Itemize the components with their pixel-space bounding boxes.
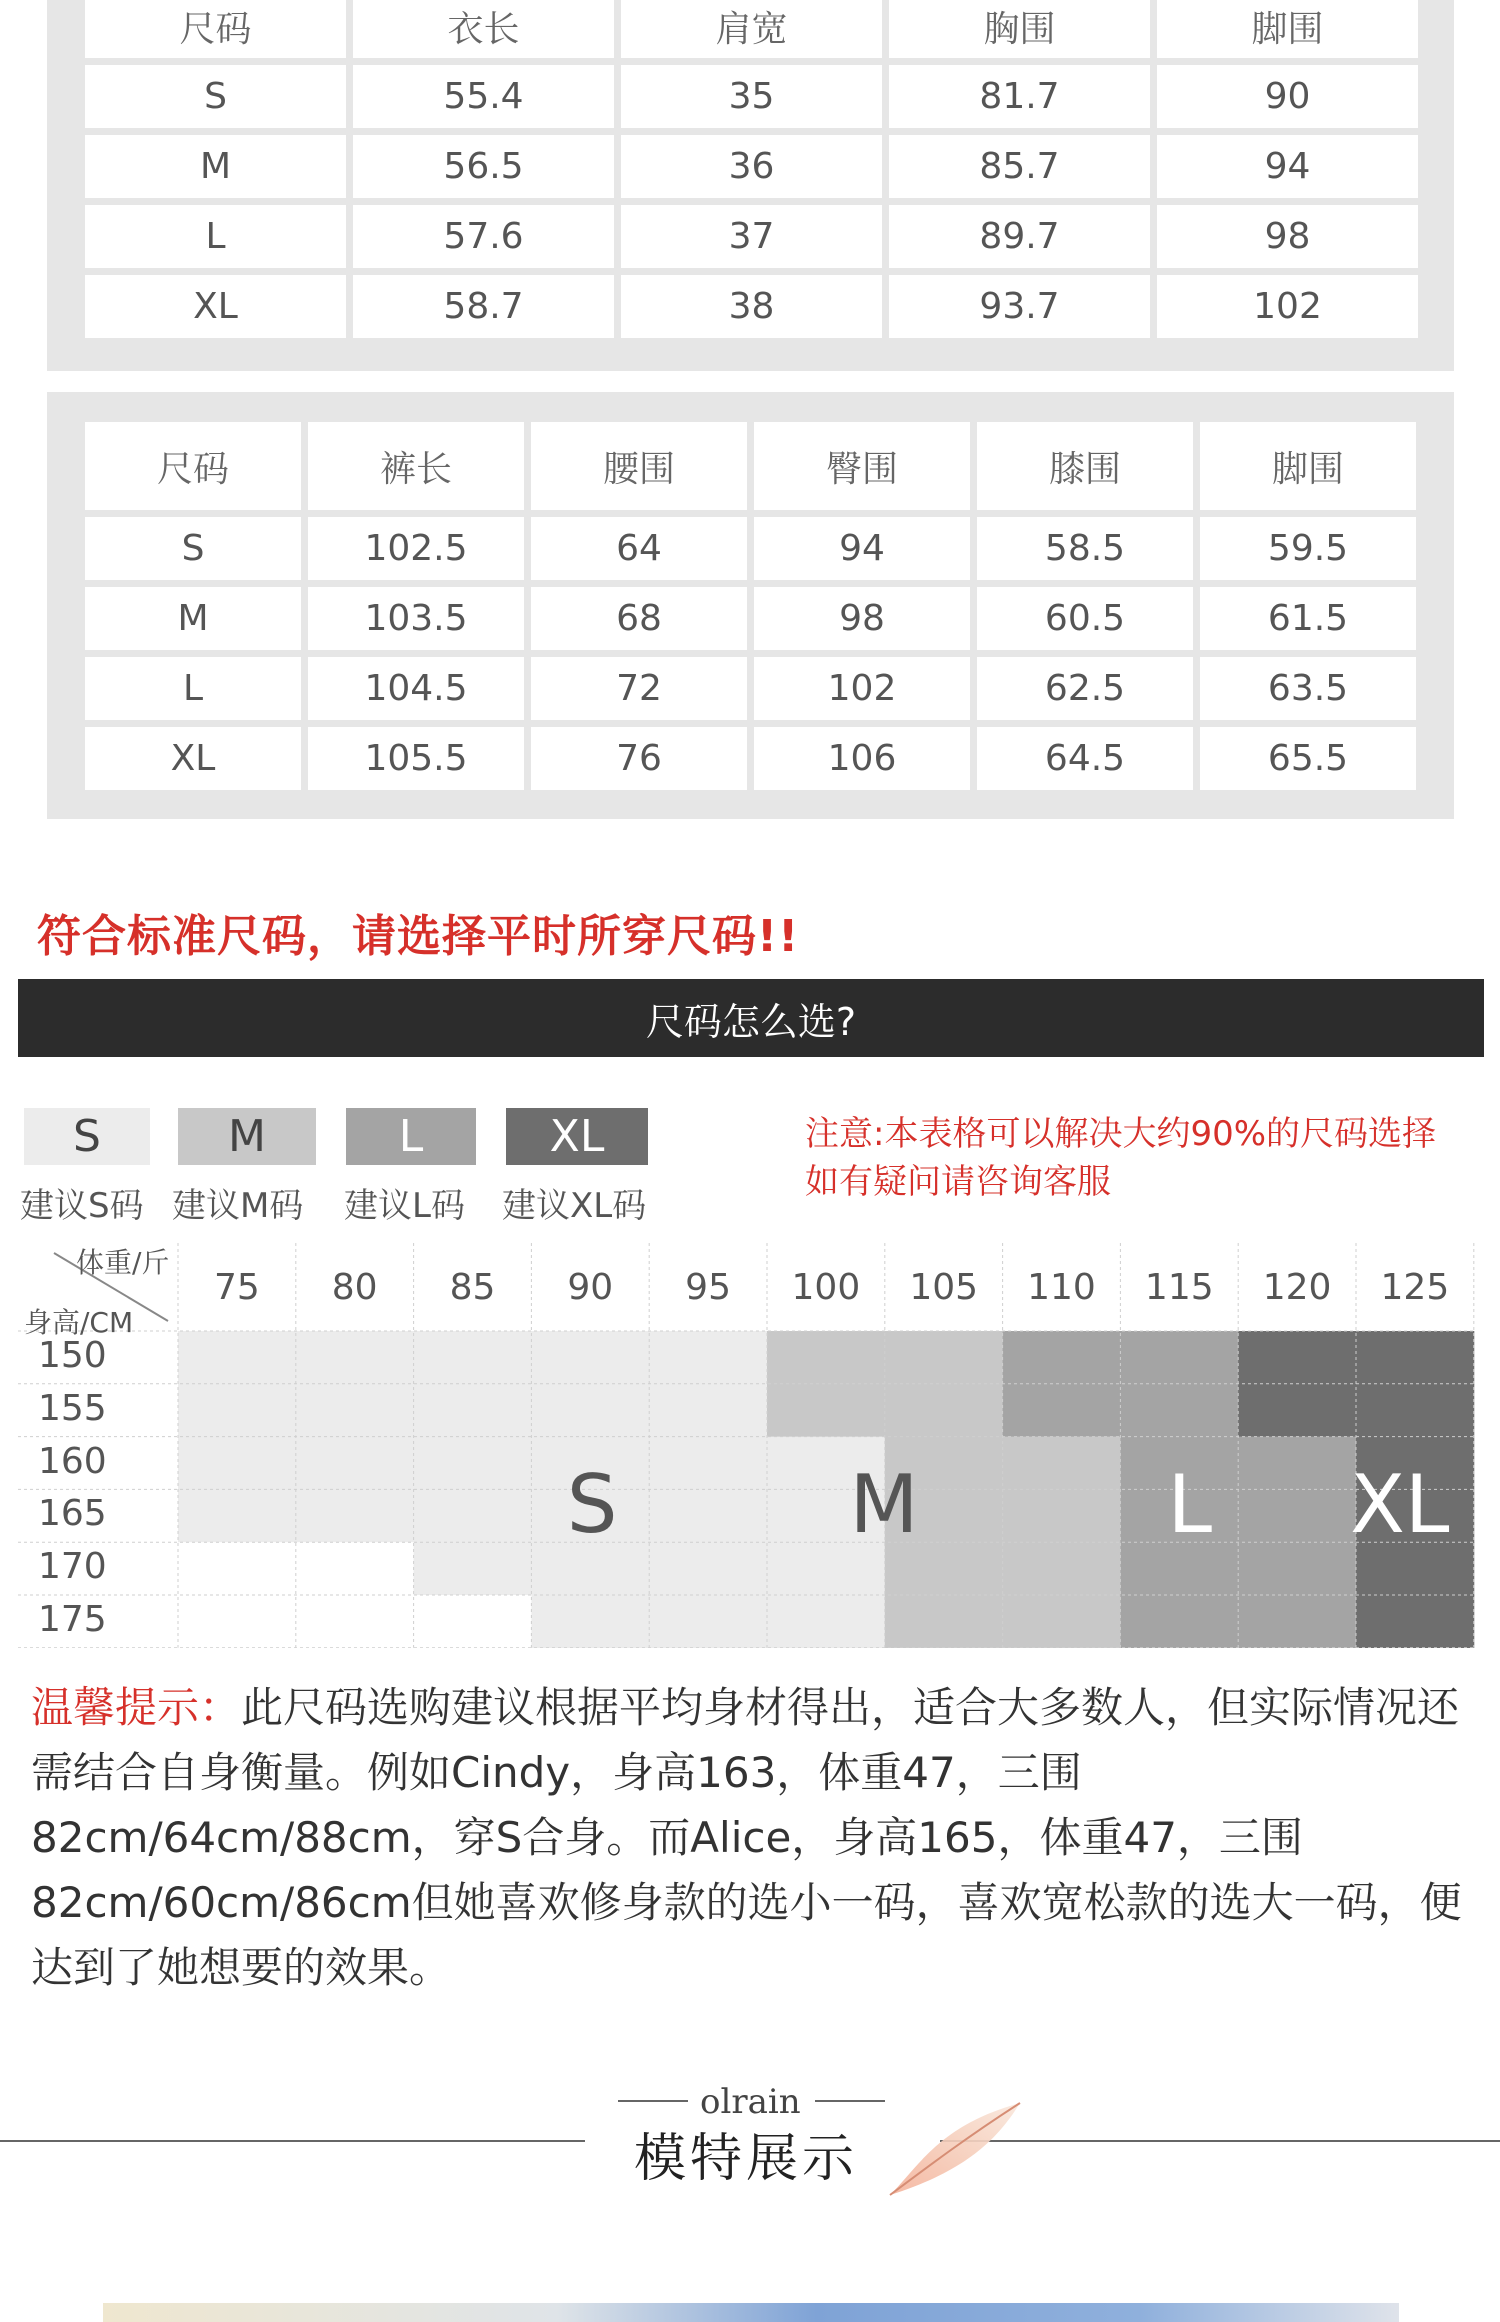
chart-cell-m (885, 1331, 1003, 1384)
table-value-cell: 64.5 (977, 727, 1193, 790)
chart-height-label: 160 (38, 1440, 107, 1482)
legend-size-m: M (228, 1111, 266, 1162)
chart-cell-s (296, 1331, 414, 1384)
table-value-cell: 81.7 (889, 65, 1150, 128)
chart-cell-l (1238, 1489, 1356, 1542)
table-value-cell: 68 (531, 587, 747, 650)
table-value-cell: 61.5 (1200, 587, 1416, 650)
legend-swatch-s (24, 1108, 150, 1165)
chart-height-label: 165 (38, 1493, 107, 1535)
chart-cell-m (1003, 1542, 1121, 1595)
chart-cell-xl (1238, 1331, 1356, 1384)
table-size-cell: L (85, 205, 346, 268)
chart-height-label: 170 (38, 1546, 107, 1588)
brand-rule-right (815, 2100, 885, 2102)
table-header-cell: 脚围 (1200, 422, 1416, 510)
table-size-cell: S (85, 65, 346, 128)
chart-weight-label: 105 (909, 1267, 979, 1308)
chart-weight-label: 115 (1144, 1267, 1214, 1308)
legend-label-s: 建议S码 (20, 1186, 144, 1226)
table-value-cell: 89.7 (889, 205, 1150, 268)
top-size-grid (85, 0, 1418, 338)
section-divider-left (0, 2140, 585, 2142)
table-value-cell: 93.7 (889, 275, 1150, 338)
chart-weight-label: 85 (449, 1267, 496, 1308)
pants-size-grid (85, 422, 1416, 790)
table-value-cell: 65.5 (1200, 727, 1416, 790)
table-value-cell: 102 (1157, 275, 1418, 338)
table-size-cell: M (85, 135, 346, 198)
how-to-choose-bar (18, 979, 1484, 1057)
table-value-cell: 94 (1157, 135, 1418, 198)
chart-cell-xl (1356, 1595, 1474, 1648)
chart-cell-l (1003, 1384, 1121, 1437)
legend-swatch-xl (506, 1108, 648, 1165)
chart-height-label: 150 (38, 1335, 107, 1376)
chart-cell-s (178, 1384, 296, 1437)
legend-label-xl: 建议XL码 (502, 1186, 647, 1226)
table-value-cell: 72 (531, 657, 747, 720)
chart-cell-s (531, 1595, 649, 1648)
feather-icon (880, 2095, 1040, 2205)
table-value-cell: 57.6 (353, 205, 614, 268)
chart-weight-label: 110 (1027, 1267, 1096, 1308)
table-value-cell: 60.5 (977, 587, 1193, 650)
chart-cell-empty (296, 1542, 414, 1595)
chart-cell-s (414, 1489, 532, 1542)
chart-zone-label-l: L (1167, 1457, 1213, 1551)
chart-weight-label: 120 (1262, 1267, 1332, 1308)
chart-height-label: 175 (38, 1599, 107, 1640)
chart-weight-label: 80 (331, 1267, 378, 1308)
table-value-cell: 58.5 (977, 517, 1193, 580)
chart-cell-s (531, 1331, 649, 1384)
chart-zone-label-xl: XL (1350, 1457, 1450, 1551)
chart-cell-s (649, 1542, 767, 1595)
table-size-cell: XL (85, 275, 346, 338)
chart-cell-empty (178, 1595, 296, 1648)
table-header-cell: 胸围 (889, 0, 1150, 58)
chart-cell-s (767, 1595, 885, 1648)
chart-cell-empty (414, 1595, 532, 1648)
table-header-cell: 尺码 (85, 422, 301, 510)
legend-size-l: L (398, 1111, 424, 1162)
chart-cell-m (767, 1331, 885, 1384)
chart-cell-m (1003, 1595, 1121, 1648)
chart-cell-s (649, 1595, 767, 1648)
how-to-choose-title: 尺码怎么选? (645, 999, 857, 1044)
chart-cell-m (885, 1595, 1003, 1648)
legend-swatch-l (346, 1108, 476, 1165)
table-value-cell: 98 (754, 587, 970, 650)
chart-weight-label: 90 (567, 1267, 614, 1308)
chart-cell-s (414, 1331, 532, 1384)
standard-size-notice: 符合标准尺码，请选择平时所穿尺码!! (37, 911, 800, 962)
table-value-cell: 90 (1157, 65, 1418, 128)
table-header-cell: 裤长 (308, 422, 524, 510)
table-value-cell: 55.4 (353, 65, 614, 128)
legend-label-l: 建议L码 (344, 1186, 465, 1226)
table-header-cell: 尺码 (85, 0, 346, 58)
corner-weight-label: 体重/斤 (76, 1246, 170, 1279)
table-value-cell: 102 (754, 657, 970, 720)
legend-note-line-2: 如有疑问请咨询客服 (805, 1162, 1111, 1202)
table-header-cell: 衣长 (353, 0, 614, 58)
legend-note-line-1: 注意:本表格可以解决大约90%的尺码选择 (805, 1114, 1437, 1154)
chart-weight-label: 95 (685, 1267, 731, 1308)
table-value-cell: 63.5 (1200, 657, 1416, 720)
chart-cell-l (1120, 1331, 1238, 1384)
chart-weight-label: 125 (1380, 1267, 1450, 1308)
chart-cell-s (531, 1384, 649, 1437)
table-value-cell: 102.5 (308, 517, 524, 580)
table-header-cell: 脚围 (1157, 0, 1418, 58)
tip-text: 此尺码选购建议根据平均身材得出，适合大多数人，但实际情况还需结合自身衡量。例如Cindy，身高163，体重47，三围82cm/64cm/88cm，穿S合身。而Alice，身高165，体重47，三围82cm/60cm/86cm但她喜欢修身款的选小一码，喜欢宽松款的选大一码，便达到了她想要的效果。 (31, 1683, 1462, 1992)
table-header-cell: 臀围 (754, 422, 970, 510)
chart-cell-l (1238, 1595, 1356, 1648)
chart-cell-s (296, 1489, 414, 1542)
table-value-cell: 94 (754, 517, 970, 580)
tip-label: 温馨提示： (31, 1683, 242, 1732)
size-tip (31, 1675, 1471, 2000)
table-value-cell: 85.7 (889, 135, 1150, 198)
table-value-cell: 58.7 (353, 275, 614, 338)
pants-size-table (47, 392, 1454, 819)
chart-weight-label: 100 (791, 1267, 861, 1308)
chart-cell-s (178, 1437, 296, 1490)
chart-cell-s (296, 1384, 414, 1437)
chart-cell-m (767, 1384, 885, 1437)
table-value-cell: 104.5 (308, 657, 524, 720)
model-section-title: 模特展示 (634, 2129, 859, 2189)
table-value-cell: 38 (621, 275, 882, 338)
chart-cell-s (649, 1489, 767, 1542)
table-value-cell: 62.5 (977, 657, 1193, 720)
chart-cell-l (1120, 1384, 1238, 1437)
chart-cell-s (414, 1542, 532, 1595)
legend-size-xl: XL (549, 1111, 605, 1162)
table-value-cell: 103.5 (308, 587, 524, 650)
chart-cell-m (1003, 1489, 1121, 1542)
table-value-cell: 35 (621, 65, 882, 128)
table-size-cell: S (85, 517, 301, 580)
chart-cell-l (1003, 1331, 1121, 1384)
chart-cell-l (1120, 1595, 1238, 1648)
legend-size-s: S (73, 1111, 101, 1162)
chart-cell-s (178, 1489, 296, 1542)
table-header-cell: 腰围 (531, 422, 747, 510)
legend-label-m: 建议M码 (172, 1186, 304, 1226)
legend-note (805, 1110, 1436, 1206)
chart-cell-s (649, 1437, 767, 1490)
chart-cell-s (649, 1331, 767, 1384)
table-header-cell: 肩宽 (621, 0, 882, 58)
chart-cell-s (414, 1384, 532, 1437)
chart-cell-xl (1356, 1331, 1474, 1384)
corner-height-label: 身高/CM (24, 1306, 134, 1339)
chart-cell-xl (1238, 1384, 1356, 1437)
table-value-cell: 76 (531, 727, 747, 790)
brand-rule-left (618, 2100, 688, 2102)
chart-cell-m (885, 1384, 1003, 1437)
table-size-cell: M (85, 587, 301, 650)
size-recommendation-chart (18, 1243, 1484, 1648)
table-value-cell: 59.5 (1200, 517, 1416, 580)
chart-cell-m (1003, 1437, 1121, 1490)
table-value-cell: 98 (1157, 205, 1418, 268)
chart-cell-empty (178, 1542, 296, 1595)
chart-cell-s (296, 1437, 414, 1490)
legend-swatch-m (178, 1108, 316, 1165)
table-value-cell: 64 (531, 517, 747, 580)
chart-cell-l (1238, 1542, 1356, 1595)
brand-logo: olrain (700, 2082, 801, 2122)
table-value-cell: 37 (621, 205, 882, 268)
chart-zone-label-m: M (849, 1457, 919, 1551)
chart-cell-xl (1356, 1384, 1474, 1437)
top-size-table (47, 0, 1454, 371)
chart-cell-s (414, 1437, 532, 1490)
chart-cell-s (649, 1384, 767, 1437)
table-value-cell: 36 (621, 135, 882, 198)
table-value-cell: 106 (754, 727, 970, 790)
chart-zone-label-s: S (566, 1457, 618, 1551)
table-value-cell: 105.5 (308, 727, 524, 790)
chart-cell-l (1238, 1437, 1356, 1490)
chart-height-label: 155 (38, 1387, 107, 1429)
model-photo-top (103, 2303, 1399, 2322)
table-size-cell: L (85, 657, 301, 720)
chart-weight-label: 75 (213, 1267, 260, 1308)
table-value-cell: 56.5 (353, 135, 614, 198)
table-size-cell: XL (85, 727, 301, 790)
chart-cell-empty (296, 1595, 414, 1648)
table-header-cell: 膝围 (977, 422, 1193, 510)
chart-cell-s (178, 1331, 296, 1384)
